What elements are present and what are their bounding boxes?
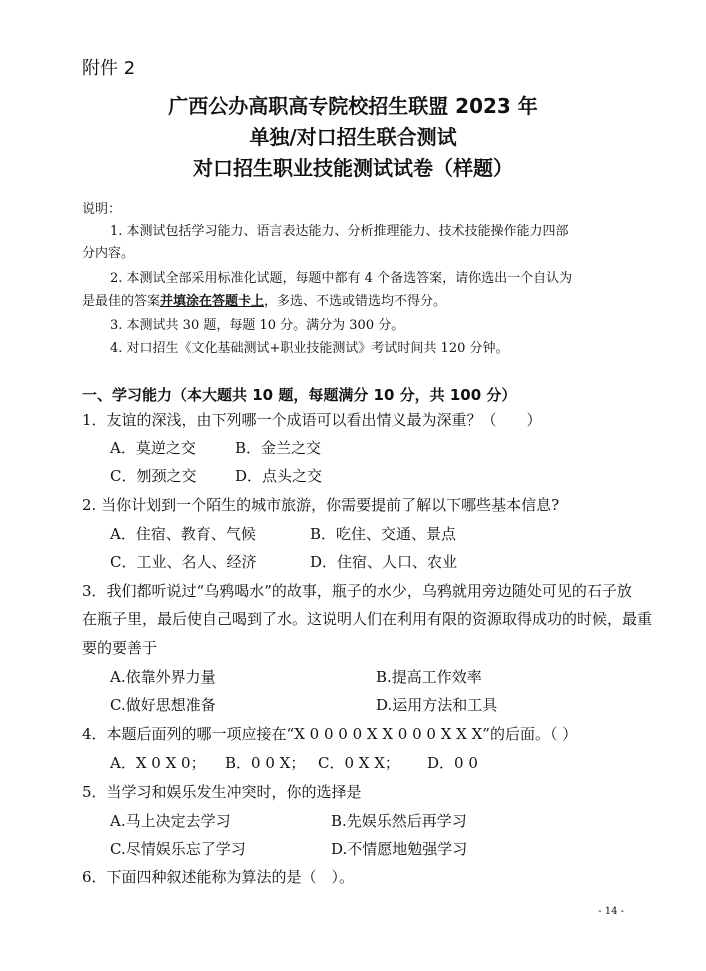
q3-stem-3: 要的要善于	[82, 639, 158, 657]
title-line-1: 广西公办高职高专院校招生联盟 2023 年	[168, 94, 538, 118]
instruction-2b-pre: 是最佳的答案	[82, 294, 161, 309]
q1-stem: 1．友谊的深浅，由下列哪一个成语可以看出情义最为深重？（ ）	[82, 411, 542, 429]
q5-option-d: D.不情愿地勉强学习	[331, 840, 468, 858]
q1-option-a: A．莫逆之交	[110, 439, 196, 457]
q2-option-c: C．工业、名人、经济	[110, 553, 257, 571]
q2-stem: 2. 当你计划到一个陌生的城市旅游，你需要提前了解以下哪些基本信息?	[82, 496, 560, 514]
q4-option-b: B．0 0 X；	[225, 754, 306, 772]
q4-option-a: A．X 0 X 0；	[110, 754, 206, 772]
q3-option-a: A.依靠外界力量	[110, 668, 216, 686]
instructions-heading: 说明：	[82, 202, 122, 217]
q2-option-a: A．住宿、教育、气候	[110, 525, 256, 543]
q4-option-d: D．0 0	[427, 754, 478, 772]
q4-stem: 4．本题后面列的哪一项应接在“X 0 0 0 0 X X 0 0 0 X X X”的后面。（ ）	[82, 725, 578, 743]
q6-stem: 6．下面四种叙述能称为算法的是（ ）。	[82, 868, 355, 886]
instruction-1a: 1. 本测试包括学习能力、语言表达能力、分析推理能力、技术技能操作能力四部	[110, 224, 569, 239]
q4-option-c: C．0 X X；	[318, 754, 400, 772]
instruction-4: 4. 对口招生《文化基础测试+职业技能测试》考试时间共 120 分钟。	[110, 341, 509, 356]
q3-option-b: B.提高工作效率	[376, 668, 482, 686]
title-line-2: 单独/对口招生联合测试	[249, 125, 457, 149]
title-line-3: 对口招生职业技能测试试卷（样题）	[193, 156, 513, 180]
q5-option-a: A.马上决定去学习	[110, 812, 231, 830]
q3-option-c: C.做好思想准备	[110, 696, 216, 714]
q5-stem: 5．当学习和娱乐发生冲突时，你的选择是	[82, 783, 362, 801]
instruction-2b-post: ，多选、不选或错选均不得分。	[264, 294, 447, 309]
q3-stem-1: 3．我们都听说过“乌鸦喝水”的故事，瓶子的水少，乌鸦就用旁边随处可见的石子放	[82, 582, 632, 600]
instruction-1b: 分内容。	[82, 246, 135, 261]
q1-option-d: D．点头之交	[235, 467, 323, 485]
q5-option-b: B.先娱乐然后再学习	[331, 812, 467, 830]
instruction-2b-emphasis: 并填涂在答题卡上	[160, 294, 265, 309]
q2-option-d: D．住宿、人口、农业	[310, 553, 458, 571]
page-number: - 14 -	[598, 906, 624, 917]
q2-option-b: B．吃住、交通、景点	[310, 525, 457, 543]
q5-option-c: C.尽情娱乐忘了学习	[110, 840, 246, 858]
section-heading: 一、学习能力（本大题共 10 题，每题满分 10 分，共 100 分）	[82, 386, 517, 404]
instruction-2a: 2. 本测试全部采用标准化试题，每题中都有 4 个备选答案，请你选出一个自认为	[110, 271, 573, 286]
q1-option-b: B．金兰之交	[235, 439, 322, 457]
q3-option-d: D.运用方法和工具	[376, 696, 498, 714]
instruction-3: 3. 本测试共 30 题，每题 10 分。满分为 300 分。	[110, 318, 405, 333]
attachment-label: 附件 2	[82, 58, 136, 79]
instruction-2b	[82, 293, 446, 311]
q3-stem-2: 在瓶子里，最后使自己喝到了水。这说明人们在利用有限的资源取得成功的时候，最重	[82, 610, 653, 628]
q1-option-c: C．刎颈之交	[110, 467, 197, 485]
